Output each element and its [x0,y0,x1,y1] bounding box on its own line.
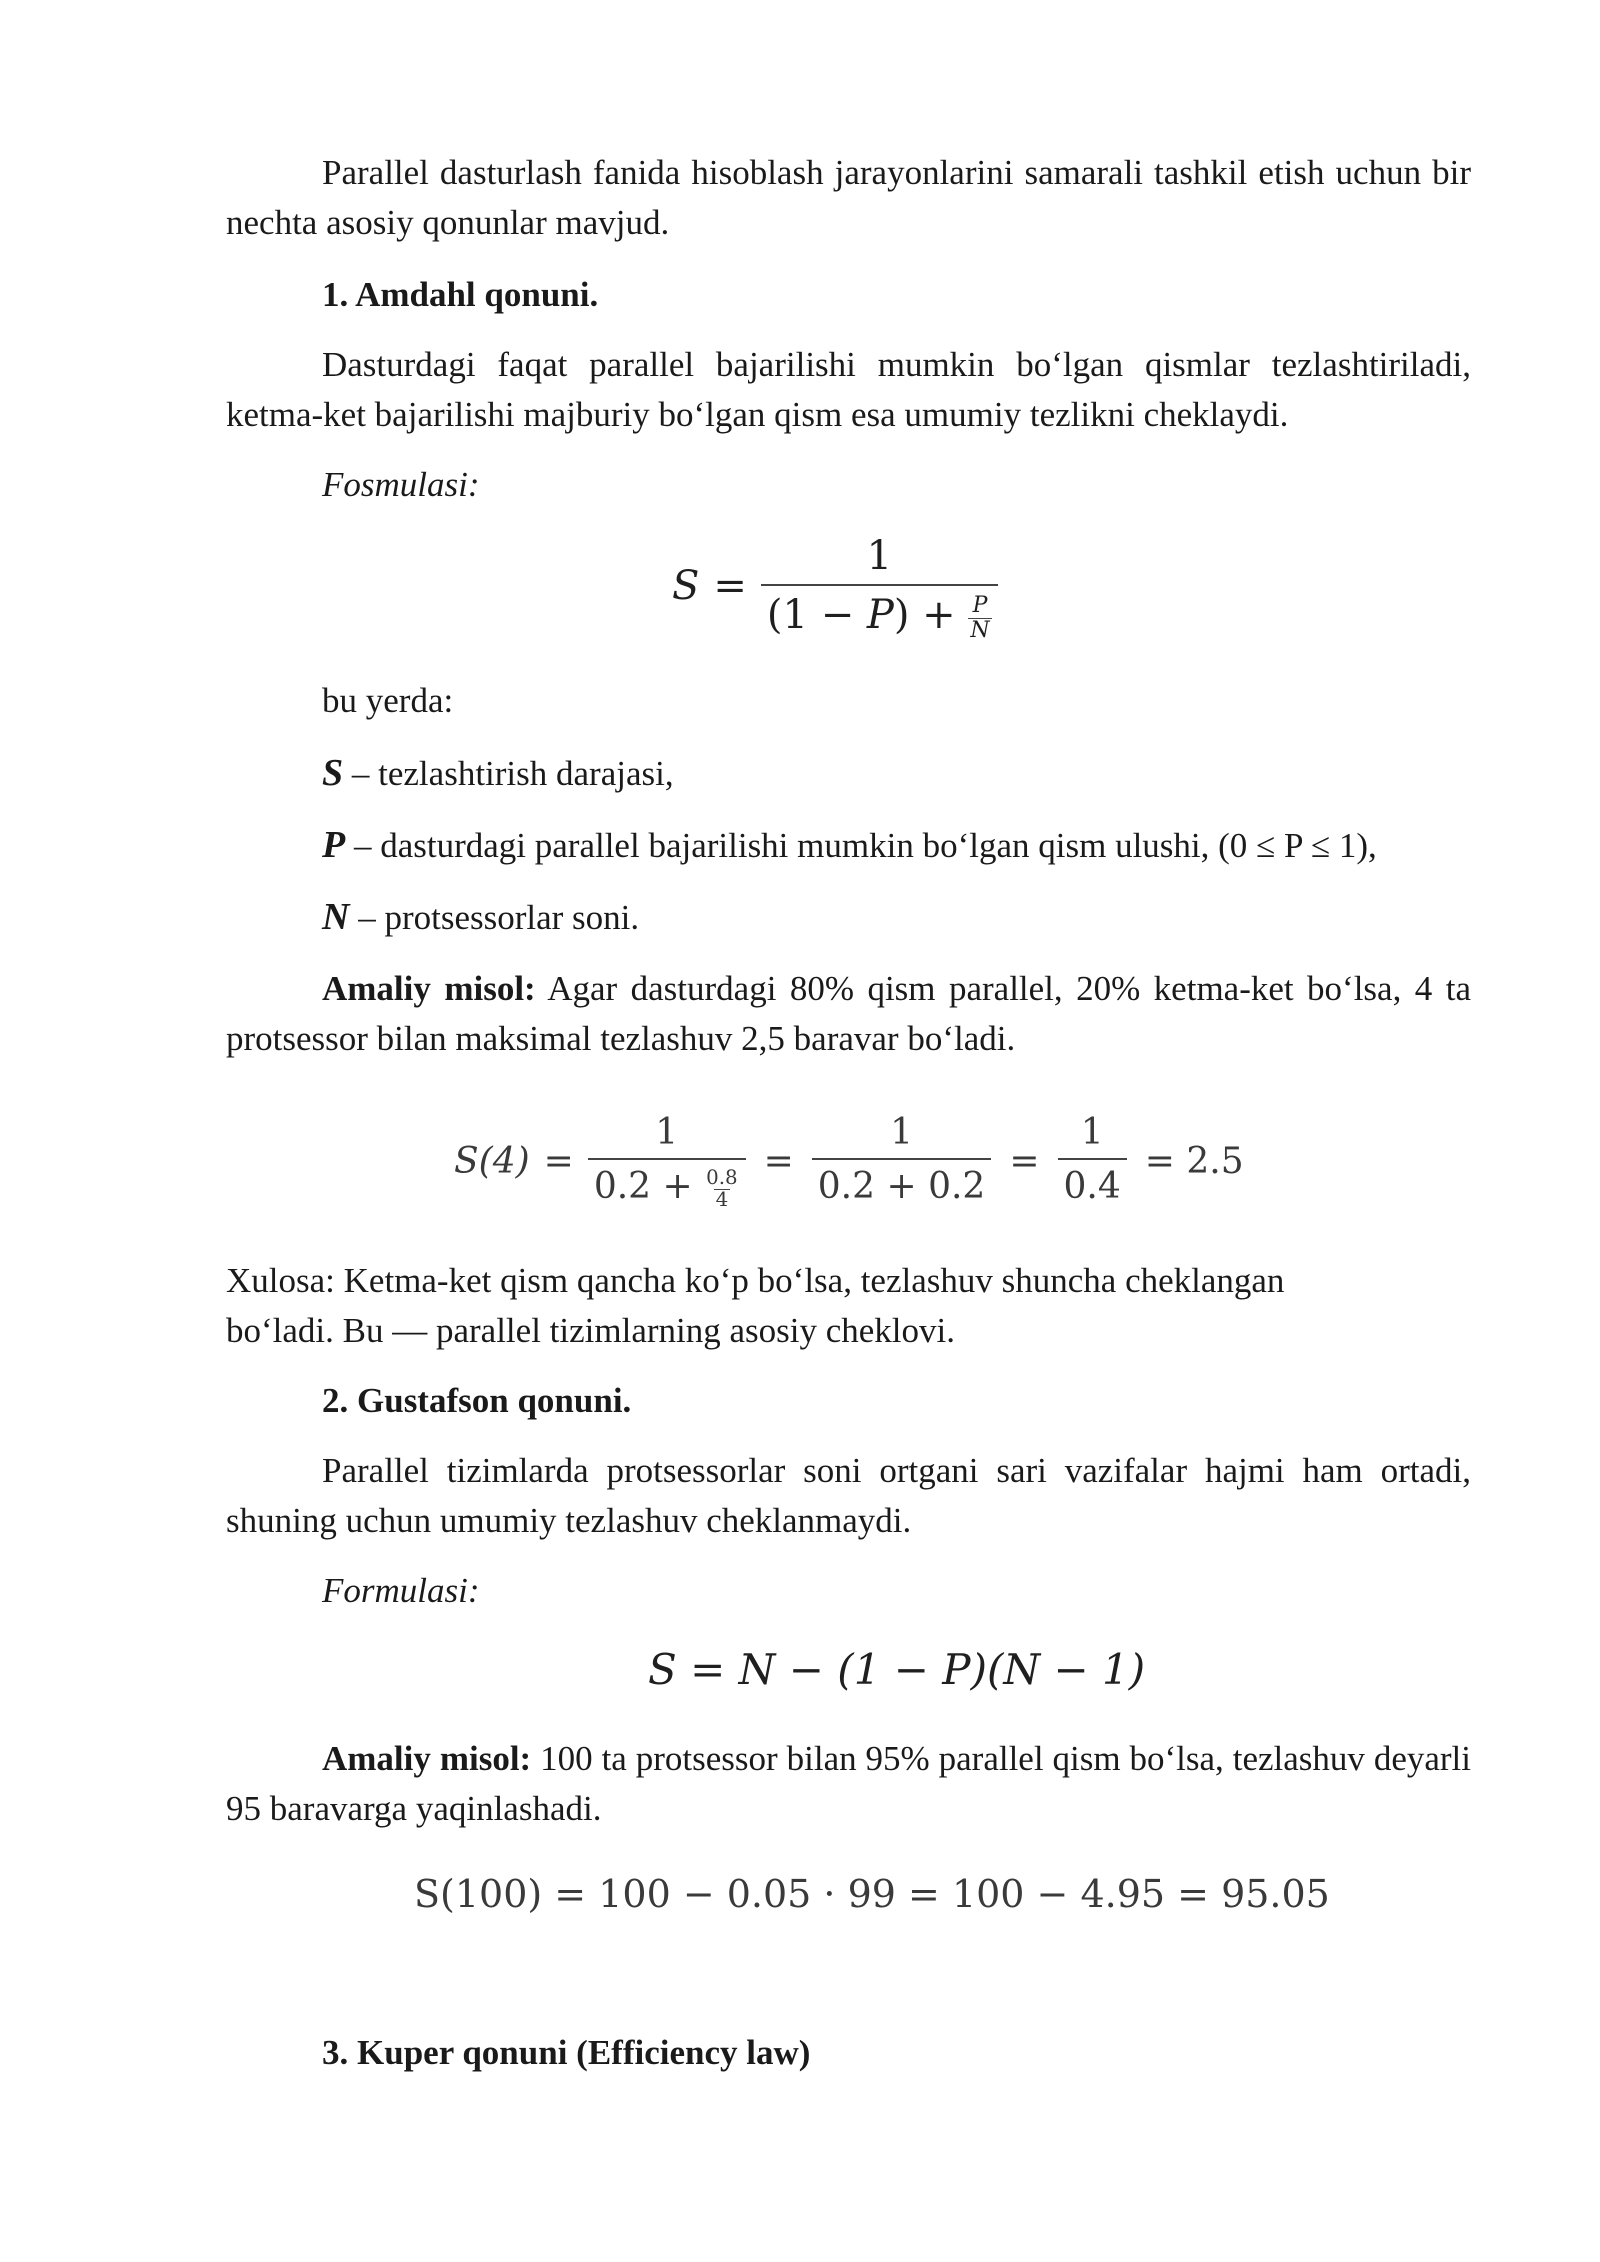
intro-paragraph: Parallel dasturlash fanida hisoblash jarayonlarini samarali tashkil etish uchun bir nechta asosiy qonunlar mavjud. [226,153,1471,242]
denominator-part-a: (1 − [766,592,867,638]
var-s-line [322,748,1471,799]
calc-equals-3: = [1009,1140,1040,1182]
amdahl-example [226,964,1471,1064]
gustafson-example-label: Amaliy misol: [322,1739,532,1778]
calc-fraction-1-den-text: 0.2 + [593,1166,705,1207]
calc-fraction-3-denominator: 0.4 [1058,1158,1127,1214]
amdahl-formula [672,528,998,644]
calc-result: = 2.5 [1144,1140,1244,1182]
small-fraction [968,594,991,641]
small-fraction-numerator: P [972,593,988,619]
calc-fraction-1-denominator [588,1158,746,1214]
var-p-symbol: P [322,824,346,866]
calc-lhs-text: S(4) [454,1140,530,1182]
amdahl-conclusion: Xulosa: Ketma-ket qism qancha ko‘p bo‘lsa, tezlashuv shuncha cheklangan bo‘ladi. Bu — parallel tizimlarning asosiy cheklovi. [226,1261,1285,1350]
small-fraction-denominator: N [970,617,990,643]
calc-fraction-1 [588,1108,746,1214]
gustafson-description: Parallel tizimlarda protsessorlar soni ortgani sari vazifalar hajmi ham ortadi, shuning uchun umumiy tezlashuv cheklanmaydi. [226,1451,1471,1540]
var-n-line [322,892,1471,943]
var-p-text: – dasturdagi parallel bajarilishi mumkin bo‘lgan qism ulushi, (0 ≤ P ≤ 1), [345,826,1377,865]
amdahl-example-label: Amaliy misol: [322,969,536,1008]
calc-fraction-3 [1058,1108,1127,1214]
gustafson-example [226,1734,1471,1834]
calc-fraction-1-numerator: 1 [655,1112,679,1153]
var-n-text: – protsessorlar soni. [349,898,640,937]
calc-small-numerator: 0.8 [706,1165,738,1189]
where-label: bu yerda: [322,681,454,720]
calc-fraction-2 [812,1108,992,1214]
formula-fraction [761,528,998,644]
gustafson-formula-label: Formulasi: [322,1571,480,1610]
formula-denominator [761,584,998,644]
calc-fraction-2-numerator: 1 [890,1112,914,1153]
amdahl-example-text: Agar dasturdagi 80% qism parallel, 20% ketma-ket bo‘lsa, 4 ta protsessor bilan maksimal tezlashuv 2,5 baravar bo‘ladi. [226,969,1471,1058]
amdahl-description: Dasturdagi faqat parallel bajarilishi mumkin bo‘lgan qismlar tezlashtiriladi, ketma-ket bajarilishi majburiy bo‘lgan qism esa umumiy tezlikni cheklaydi. [226,345,1471,434]
gustafson-heading: 2. Gustafson qonuni. [322,1381,632,1420]
gustafson-formula: S = N − (1 − P)(N − 1) [648,1645,1146,1694]
var-s-text: – tezlashtirish darajasi, [343,754,674,793]
gustafson-calculation: S(100) = 100 − 0.05 · 99 = 100 − 4.95 = 95.05 [414,1872,1330,1916]
calc-fraction-2-denominator: 0.2 + 0.2 [812,1158,992,1214]
calc-lhs [454,1141,530,1182]
calc-equals-1: = [543,1140,574,1182]
amdahl-heading: 1. Amdahl qonuni. [322,275,599,314]
calc-small-denominator: 4 [715,1187,729,1211]
formula-equals: = [713,563,747,609]
calc-fraction-3-numerator: 1 [1080,1112,1104,1153]
kuper-heading: 3. Kuper qonuni (Efficiency law) [322,2033,811,2072]
amdahl-formula-label: Fosmulasi: [322,465,480,504]
gustafson-example-text: 100 ta protsessor bilan 95% parallel qism bo‘lsa, tezlashuv deyarli 95 baravarga yaqinlashadi. [226,1739,1471,1828]
calc-equals-2: = [763,1140,794,1182]
calc-small-fraction [704,1165,739,1211]
var-p-line [322,820,1471,871]
var-s-symbol: S [322,752,344,794]
formula-numerator: 1 [866,533,893,579]
denominator-part-b: ) + [893,592,969,638]
amdahl-calculation [454,1108,1244,1214]
denominator-p: P [866,592,894,638]
formula-lhs: S [672,563,700,609]
var-n-symbol: N [322,896,350,938]
